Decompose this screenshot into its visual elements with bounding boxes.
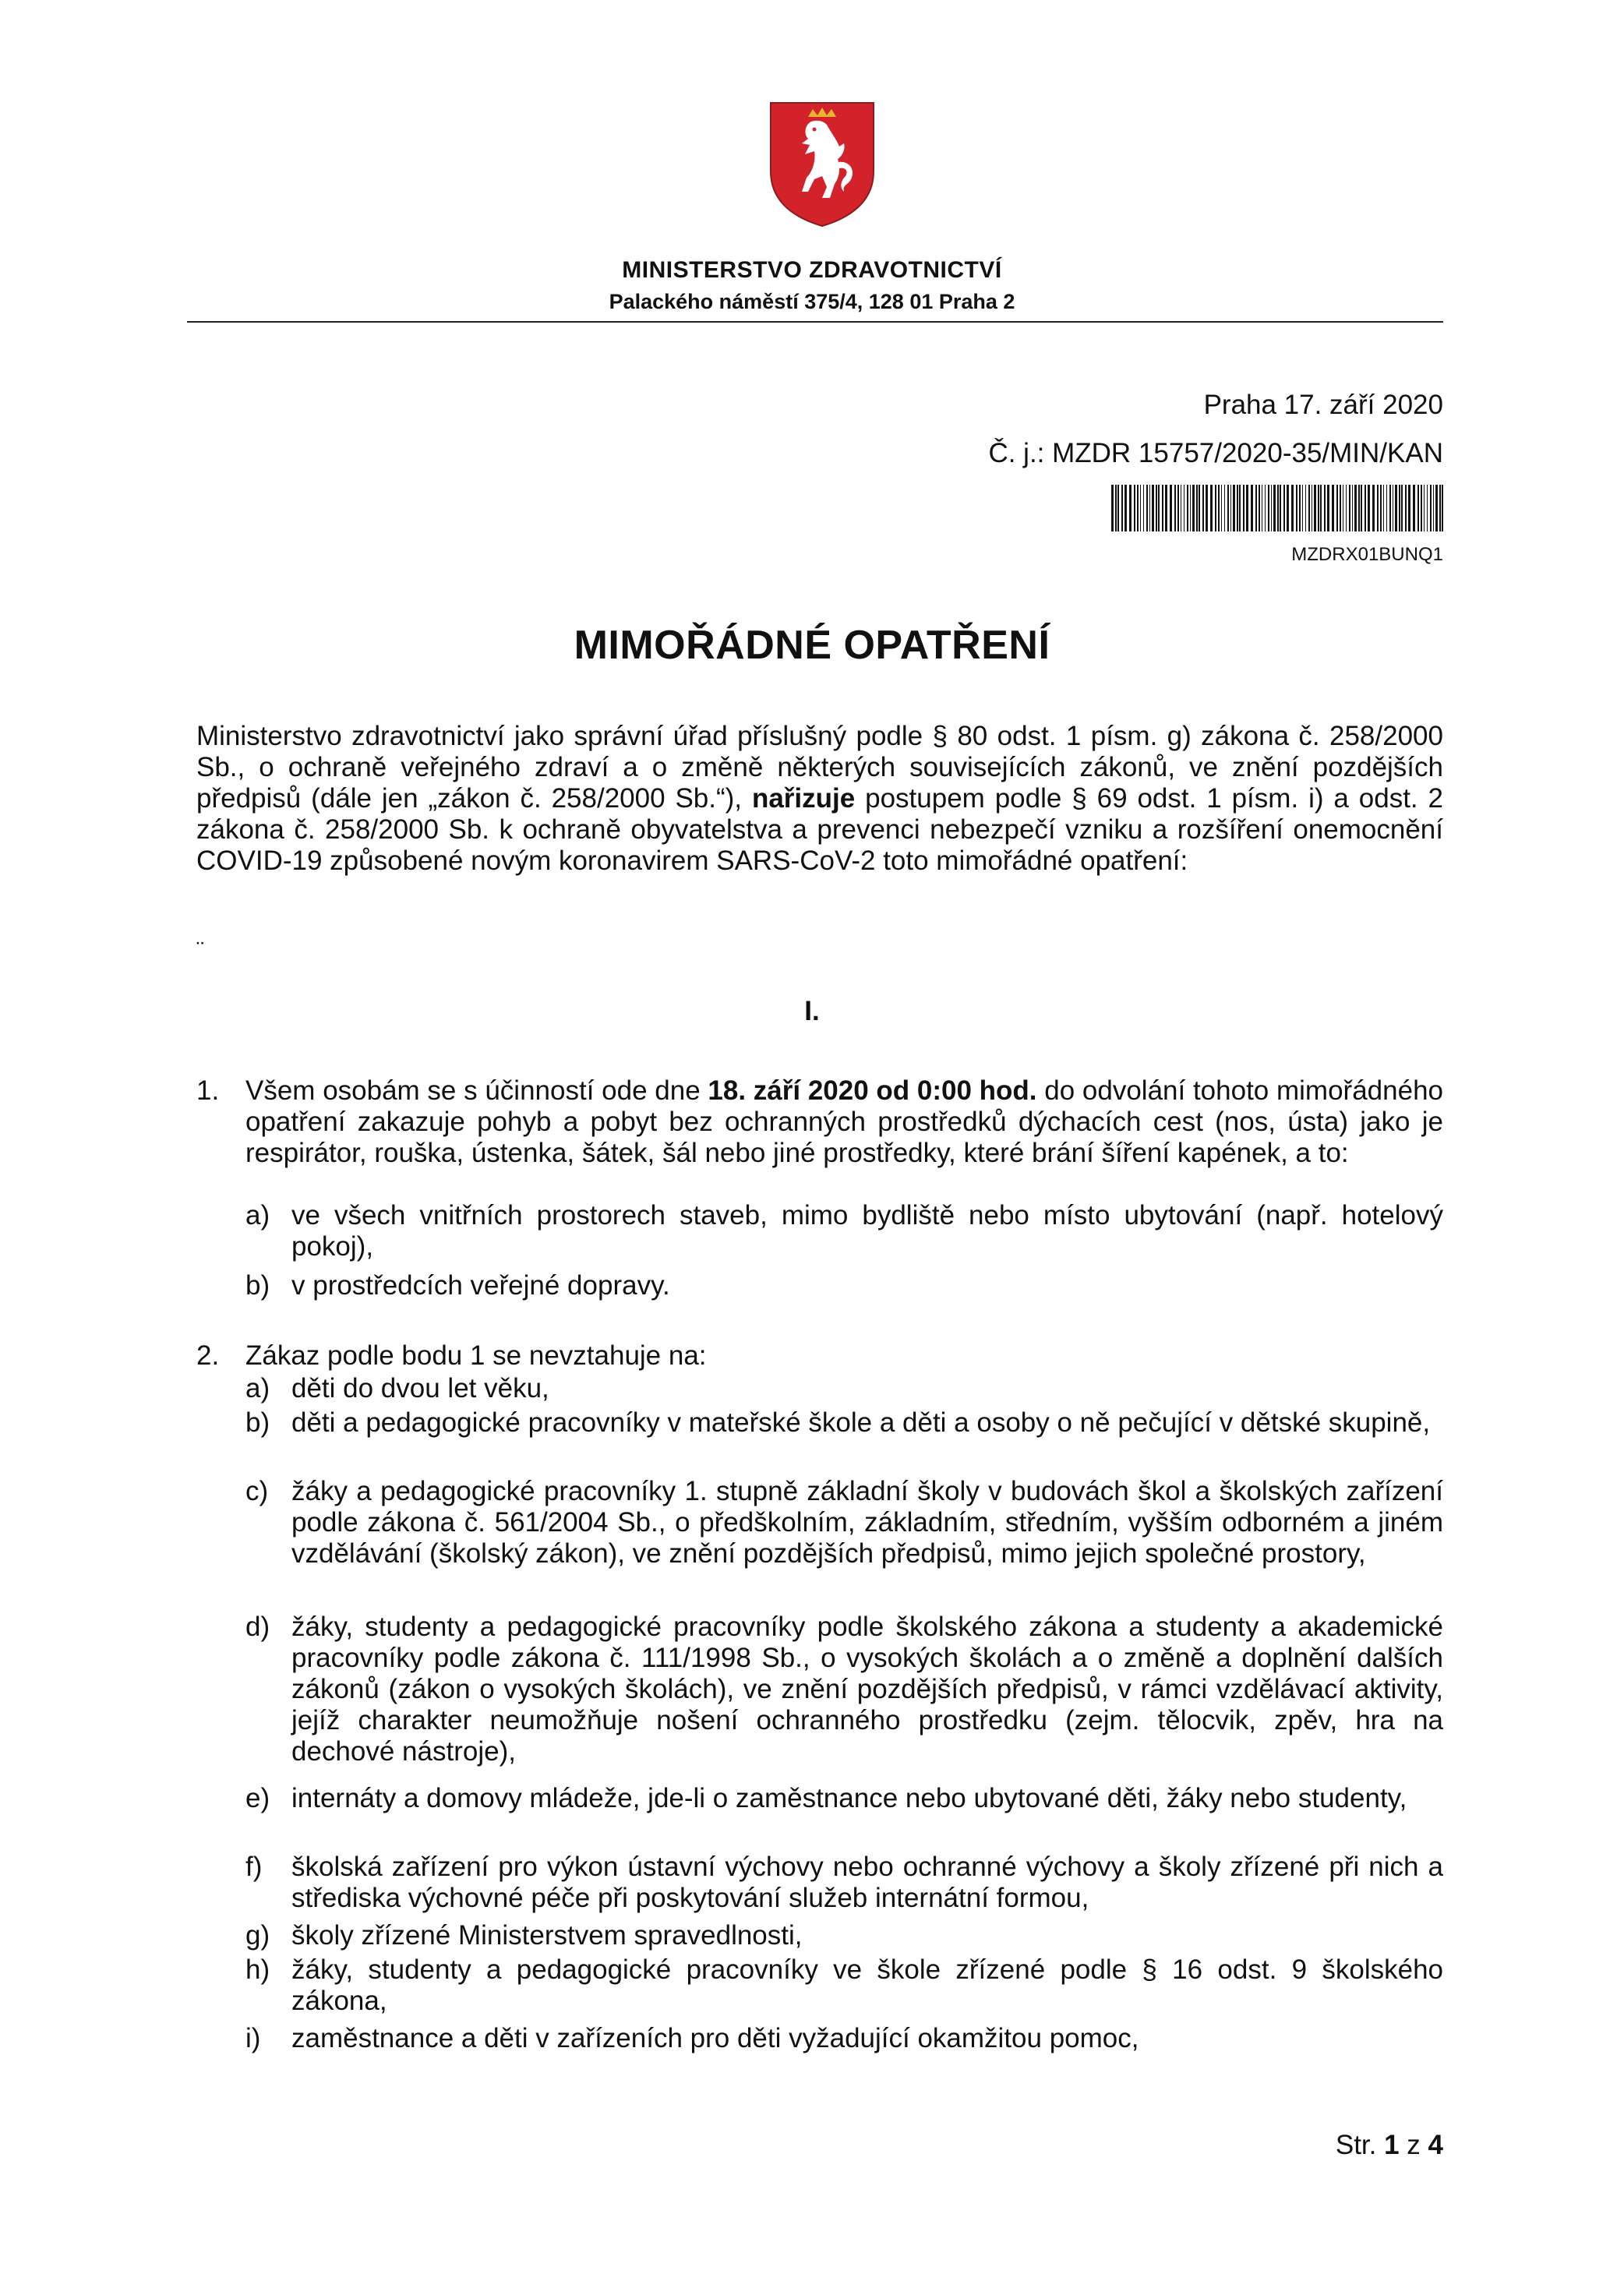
ministry-name: MINISTERSTVO ZDRAVOTNICTVÍ: [622, 257, 1002, 283]
point-2-i-letter: i): [245, 2023, 261, 2053]
point-2-f-letter: f): [245, 1852, 263, 1882]
point-1-b-letter: b): [245, 1270, 270, 1301]
section-number: I.: [804, 996, 820, 1026]
point-1-number: 1.: [196, 1075, 220, 1106]
point-2-e-letter: e): [245, 1783, 270, 1813]
point-2-g-text: školy zřízené Ministerstvem spravedlnosti,: [291, 1920, 803, 1951]
point-2-e-text: internáty a domovy mládeže, jde-li o zaměstnance nebo ubytované děti, žáky nebo studenty,: [291, 1783, 1407, 1813]
point-2-f-text: školská zařízení pro výkon ústavní výchovy nebo ochranné výchovy a školy zřízené při nich a střediska výchovné péče při poskytování služeb internátní formou,: [291, 1852, 1443, 1913]
reference-number: Č. j.: MZDR 15757/2020-35/MIN/KAN: [988, 438, 1443, 468]
page-number-middle: z: [1399, 2130, 1428, 2160]
point-2-text: Zákaz podle bodu 1 se nevztahuje na:: [245, 1340, 707, 1371]
point-2-c-letter: c): [245, 1476, 269, 1506]
barcode-icon: [1111, 485, 1443, 531]
place-date: Praha 17. září 2020: [1203, 390, 1443, 420]
ministry-address: Palackého náměstí 375/4, 128 01 Praha 2: [609, 290, 1015, 313]
intro-text-end: postupem podle § 69 odst. 1 písm. i) a odst. 2 zákona č. 258/2000 Sb. k ochraně obyvatelstva a prevenci nebezpečí vzniku a rozšíření onemocnění COVID-19 způsobené novým koronavirem SARS-CoV-2 toto mimořádné opatření:: [196, 783, 1444, 876]
point-2-c-text: žáky a pedagogické pracovníky 1. stupně základní školy v budovách škol a školských zařízení podle zákona č. 561/2004 Sb., o předškolním, základním, středním, vyšším odborném a jiném vzdělávání (školský zákon), ve znění pozdějších předpisů, mimo jejich společné prostory,: [291, 1476, 1443, 1569]
barcode-code: MZDRX01BUNQ1: [1291, 544, 1443, 565]
point-2-a-text: děti do dvou let věku,: [291, 1373, 549, 1404]
point-1-bold-date: 18. září 2020 od 0:00 hod.: [708, 1075, 1037, 1106]
page-number-prefix: Str.: [1335, 2130, 1385, 2160]
point-2-number: 2.: [196, 1340, 220, 1371]
header-divider: [187, 321, 1443, 323]
stray-mark: ¨: [196, 937, 204, 963]
point-2-i-text: zaměstnance a děti v zařízeních pro děti vyžadující okamžitou pomoc,: [291, 2023, 1139, 2053]
point-1-b-text: v prostředcích veřejné dopravy.: [291, 1270, 670, 1301]
intro-text-start: Ministerstvo zdravotnictví jako správní úřad příslušný podle § 80 odst. 1 písm. g) zákona č. 258/2000 Sb., o ochraně veřejného zdraví a o změně některých souvisejících zákonů, ve znění pozdějších předpisů (dále jen „zákon č. 258/2000 Sb.“),: [196, 721, 1443, 814]
point-2-h-text: žáky, studenty a pedagogické pracovníky ve škole zřízené podle § 16 odst. 9 školského zákona,: [291, 1954, 1443, 2016]
czech-coat-of-arms-icon: [768, 100, 877, 228]
point-1-text-end: do odvolání tohoto mimořádného opatření zakazuje pohyb a pobyt bez ochranných prostředků dýchacích cest (nos, ústa) jako je respirátor, rouška, ústenka, šátek, šál nebo jiné prostředky, které brání šíření kapének, a to:: [245, 1075, 1443, 1168]
page-number-total: 4: [1428, 2130, 1443, 2160]
point-1-a-text: ve všech vnitřních prostorech staveb, mimo bydliště nebo místo ubytování (např. hotelový pokoj),: [291, 1200, 1443, 1262]
intro-paragraph: [196, 721, 1443, 877]
point-2-h-letter: h): [245, 1954, 270, 1985]
point-2-d-text: žáky, studenty a pedagogické pracovníky podle školského zákona a studenty a akademické pracovníky podle zákona č. 111/1998 Sb., o vysokých školách a o změně a doplnění dalších zákonů (zákon o vysokých školách), ve znění pozdějších předpisů, v rámci vzdělávací aktivity, jejíž charakter neumožňuje nošení ochranného prostředku (zejm. tělocvik, zpěv, hra na dechové nástroje),: [291, 1612, 1443, 1767]
point-1-text-start: Všem osobám se s účinností ode dne: [245, 1075, 708, 1106]
point-2-g-letter: g): [245, 1920, 270, 1951]
page-number-current: 1: [1384, 2130, 1400, 2160]
point-2-d-letter: d): [245, 1612, 270, 1642]
page-number: [1336, 2130, 1443, 2161]
point-1-a-letter: a): [245, 1200, 270, 1231]
document-title: MIMOŘÁDNÉ OPATŘENÍ: [574, 623, 1050, 668]
point-2-b-text: děti a pedagogické pracovníky v mateřské škole a děti a osoby o ně pečující v dětské skupině,: [291, 1407, 1431, 1438]
point-2-b-letter: b): [245, 1407, 270, 1438]
point-1-text: [245, 1075, 1443, 1169]
intro-bold-verb: nařizuje: [751, 783, 856, 814]
point-2-a-letter: a): [245, 1373, 270, 1404]
